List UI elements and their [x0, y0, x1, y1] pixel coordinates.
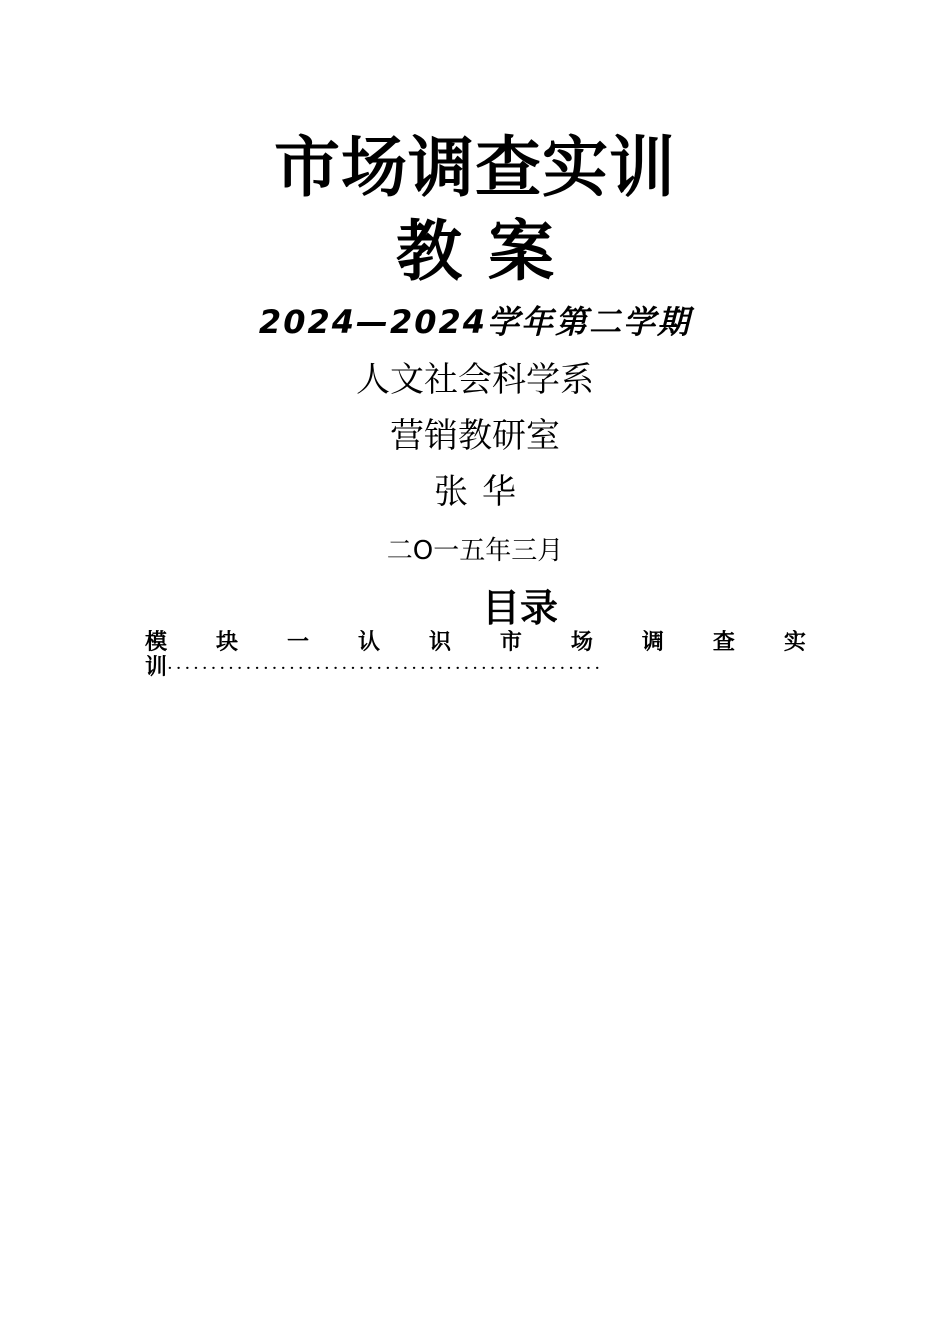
toc-char: 实 — [783, 630, 806, 655]
table-of-contents — [145, 630, 806, 680]
cover-title-line1: 市场调查实训 — [274, 129, 676, 206]
toc-title-end: 训 — [145, 655, 168, 680]
toc-char: 模 — [145, 630, 168, 655]
cover-title-line2: 教案 — [396, 213, 580, 290]
teaching-office: 营销教研室 — [390, 416, 560, 456]
toc-char: 场 — [570, 630, 593, 655]
department: 人文社会科学系 — [356, 360, 594, 400]
author: 张华 — [434, 472, 530, 512]
toc-dot-leader: ·················································· — [167, 658, 604, 679]
term: 2024—2024学年第二学期 — [258, 303, 692, 341]
toc-char: 调 — [641, 630, 664, 655]
toc-leader-line — [145, 655, 806, 680]
toc-char: 市 — [499, 630, 522, 655]
toc-char: 查 — [712, 630, 735, 655]
date: 二O一五年三月 — [386, 536, 564, 566]
toc-char: 块 — [215, 630, 238, 655]
toc-char: 识 — [428, 630, 451, 655]
toc-char: 一 — [286, 630, 309, 655]
toc-heading: 目录 — [481, 586, 558, 630]
toc-module-title[interactable] — [145, 630, 806, 655]
toc-char: 认 — [357, 630, 380, 655]
